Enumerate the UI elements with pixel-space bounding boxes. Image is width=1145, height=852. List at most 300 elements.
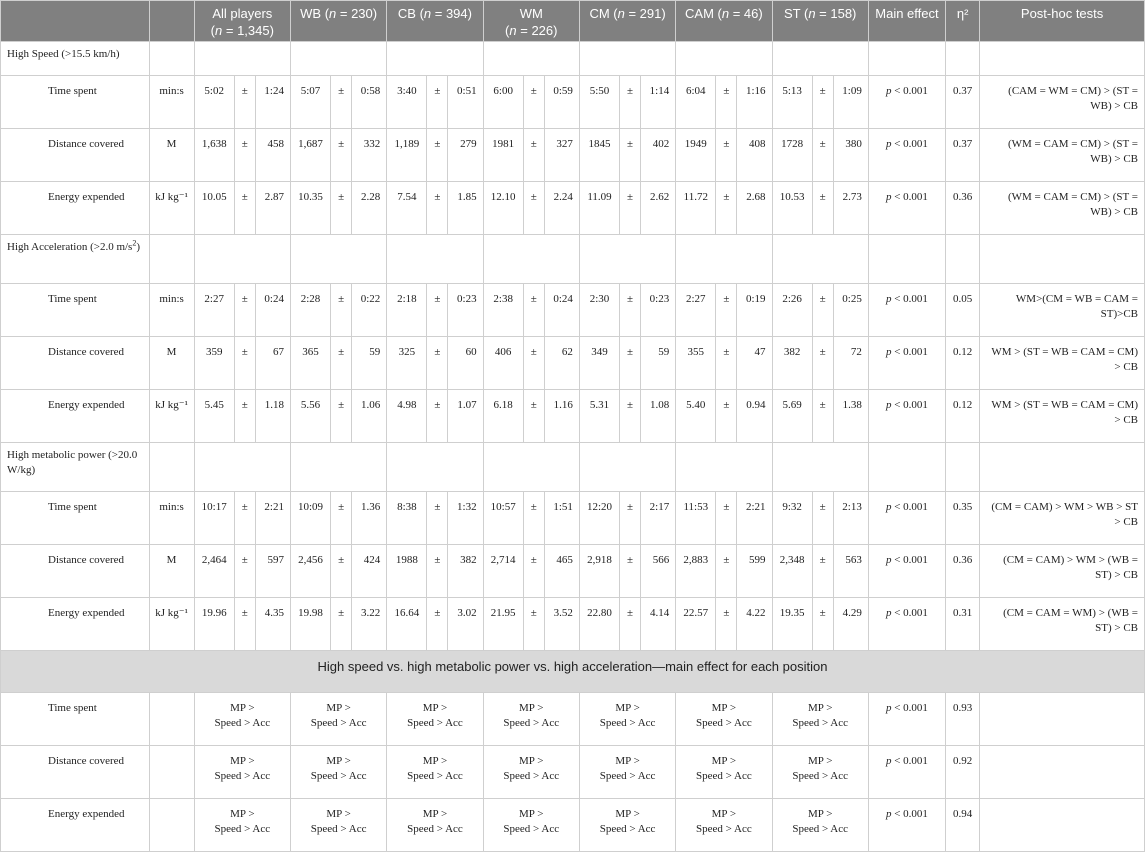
p-value: < 0.001 (891, 399, 928, 411)
header-n-symbol: n (617, 6, 625, 21)
sd-value: 59 (641, 337, 676, 390)
section-blank (194, 42, 290, 76)
table-row (1, 693, 1145, 746)
posthoc-value: WM>(CM = WB = CAM = ST)>CB (980, 284, 1145, 337)
mean-value: 7.54 (387, 182, 427, 235)
order-value (579, 693, 675, 746)
p-symbol: p (885, 346, 892, 358)
sd-value: 1.07 (448, 390, 483, 443)
sd-value: 2:13 (833, 492, 868, 545)
section-title-sup: 2 (132, 238, 137, 248)
row-unit (149, 799, 194, 852)
section-blank (980, 443, 1145, 492)
header-position-wb (290, 1, 386, 42)
sd-value: 4.14 (641, 598, 676, 651)
order-value (387, 799, 483, 852)
header-name: WM (519, 6, 543, 21)
header-paren: ( (717, 6, 722, 21)
pm-symbol: ± (716, 182, 737, 235)
order-line-2: Speed > Acc (503, 823, 560, 835)
mean-value: 2:26 (772, 284, 812, 337)
sd-value: 1:16 (737, 76, 772, 129)
mean-value: 5.45 (194, 390, 234, 443)
header-n-value: = 394) (431, 6, 472, 21)
header-n-symbol: n (329, 6, 337, 21)
order-line-2: Speed > Acc (696, 770, 752, 782)
section-row (1, 42, 1145, 76)
mean-value: 325 (387, 337, 427, 390)
order-line-1: MP > (326, 755, 351, 767)
section-blank (772, 235, 868, 284)
p-symbol: p (885, 501, 892, 513)
p-value: < 0.001 (891, 191, 928, 203)
order-line-2: Speed > Acc (214, 717, 271, 729)
pm-symbol: ± (620, 76, 641, 129)
row-unit (149, 746, 194, 799)
section-blank (194, 443, 290, 492)
order-value (387, 746, 483, 799)
sd-value: 4.22 (737, 598, 772, 651)
order-line-2: Speed > Acc (407, 823, 463, 835)
pm-symbol: ± (716, 129, 737, 182)
sd-value: 72 (833, 337, 868, 390)
sd-value: 465 (544, 545, 579, 598)
header-position-st (772, 1, 868, 42)
pm-symbol: ± (716, 545, 737, 598)
sd-value: 2:21 (737, 492, 772, 545)
order-line-2: Speed > Acc (599, 717, 656, 729)
pm-symbol: ± (620, 390, 641, 443)
pm-symbol: ± (812, 390, 833, 443)
mean-value: 1728 (772, 129, 812, 182)
pm-symbol: ± (716, 284, 737, 337)
main-effect-value (868, 799, 945, 852)
order-line-1: MP > (422, 808, 448, 820)
pm-symbol: ± (427, 598, 448, 651)
table-row (1, 182, 1145, 235)
pm-symbol: ± (620, 284, 641, 337)
section-blank (980, 42, 1145, 76)
order-value (290, 799, 386, 852)
mean-value: 1949 (676, 129, 716, 182)
p-value: < 0.001 (891, 808, 928, 820)
pm-symbol: ± (427, 337, 448, 390)
pm-symbol: ± (523, 492, 544, 545)
mean-value: 12.10 (483, 182, 523, 235)
header-name: CB (397, 6, 420, 21)
pm-symbol: ± (331, 182, 352, 235)
p-value: < 0.001 (891, 501, 928, 513)
row-label: Energy expended (1, 598, 150, 651)
mean-value: 1981 (483, 129, 523, 182)
main-effect-value (868, 598, 945, 651)
mean-value: 10.53 (772, 182, 812, 235)
pm-symbol: ± (234, 284, 255, 337)
header-name: CAM (685, 6, 718, 21)
mean-value: 5.40 (676, 390, 716, 443)
order-line-2: Speed > Acc (696, 823, 752, 835)
order-line-1: MP > (230, 702, 255, 714)
mean-value: 1845 (579, 129, 619, 182)
pm-symbol: ± (812, 337, 833, 390)
mean-value: 406 (483, 337, 523, 390)
section-blank (290, 42, 386, 76)
sd-value: 1.18 (255, 390, 290, 443)
sd-value: 332 (352, 129, 387, 182)
sd-value: 4.35 (255, 598, 290, 651)
section-blank (676, 42, 772, 76)
sd-value: 0:25 (833, 284, 868, 337)
section-title (1, 443, 150, 492)
posthoc-value: (CM = CAM = WM) > (WB = ST) > CB (980, 598, 1145, 651)
mean-value: 2:30 (579, 284, 619, 337)
sd-value: 327 (544, 129, 579, 182)
sd-value: 1:51 (544, 492, 579, 545)
p-value: < 0.001 (891, 755, 928, 767)
posthoc-value: (WM = CAM = CM) > (ST = WB) > CB (980, 182, 1145, 235)
mean-value: 2,883 (676, 545, 716, 598)
order-value (676, 746, 772, 799)
order-line-1: MP > (807, 702, 833, 714)
eta-value: 0.12 (946, 390, 980, 443)
table-row (1, 598, 1145, 651)
section-blank (579, 42, 675, 76)
p-symbol: p (885, 702, 892, 714)
mean-value: 10:57 (483, 492, 523, 545)
pm-symbol: ± (331, 76, 352, 129)
row-label: Distance covered (1, 129, 150, 182)
section-blank (980, 235, 1145, 284)
eta-value: 0.92 (946, 746, 980, 799)
row-unit: min:s (149, 76, 194, 129)
pm-symbol: ± (331, 545, 352, 598)
mean-value: 2,918 (579, 545, 619, 598)
row-unit: M (149, 129, 194, 182)
sd-value: 1.06 (352, 390, 387, 443)
main-effect-value (868, 284, 945, 337)
header-paren: ( (505, 23, 510, 38)
order-line-2: Speed > Acc (696, 717, 752, 729)
posthoc-value (980, 799, 1145, 852)
section-blank (868, 443, 945, 492)
order-value (483, 746, 579, 799)
mean-value: 1988 (387, 545, 427, 598)
row-label: Energy expended (1, 182, 150, 235)
posthoc-value: (CM = CAM) > WM > (WB = ST) > CB (980, 545, 1145, 598)
pm-symbol: ± (234, 545, 255, 598)
p-symbol: p (885, 138, 892, 150)
header-blank (1, 1, 150, 42)
header-main-effect: Main effect (868, 1, 945, 42)
row-label: Time spent (1, 76, 150, 129)
section-blank (772, 443, 868, 492)
mean-value: 2:27 (676, 284, 716, 337)
pm-symbol: ± (716, 390, 737, 443)
row-label: Distance covered (1, 746, 150, 799)
mean-value: 19.35 (772, 598, 812, 651)
header-n-symbol: n (423, 6, 432, 21)
comparison-title: High speed vs. high metabolic power vs. high acceleration—main effect for each position (1, 651, 1145, 693)
sd-value: 0:19 (737, 284, 772, 337)
pm-symbol: ± (234, 337, 255, 390)
header-n-symbol: n (509, 23, 517, 38)
sd-value: 0:51 (448, 76, 483, 129)
table-row (1, 545, 1145, 598)
p-value: < 0.001 (891, 346, 928, 358)
sd-value: 0:58 (352, 76, 387, 129)
row-unit: min:s (149, 284, 194, 337)
mean-value: 2,464 (194, 545, 234, 598)
row-unit: M (149, 545, 194, 598)
section-title (1, 235, 150, 284)
order-line-2: Speed > Acc (310, 717, 367, 729)
header-name: WB (300, 6, 325, 21)
pm-symbol: ± (620, 129, 641, 182)
main-effect-value (868, 337, 945, 390)
order-line-2: Speed > Acc (503, 717, 560, 729)
sd-value: 0:24 (255, 284, 290, 337)
main-effect-value (868, 129, 945, 182)
section-blank (579, 443, 675, 492)
posthoc-value (980, 693, 1145, 746)
mean-value: 10.35 (290, 182, 330, 235)
table-row (1, 284, 1145, 337)
order-line-1: MP > (422, 755, 448, 767)
pm-symbol: ± (234, 129, 255, 182)
order-line-1: MP > (711, 702, 737, 714)
p-symbol: p (885, 191, 892, 203)
pm-symbol: ± (331, 129, 352, 182)
p-symbol: p (885, 399, 892, 411)
order-value (772, 746, 868, 799)
sd-value: 3.52 (544, 598, 579, 651)
row-unit: min:s (149, 492, 194, 545)
row-unit: kJ kg⁻¹ (149, 598, 194, 651)
posthoc-value: (CAM = WM = CM) > (ST = WB) > CB (980, 76, 1145, 129)
header-n-value: = 46) (729, 6, 763, 21)
posthoc-value: (WM = CAM = CM) > (ST = WB) > CB (980, 129, 1145, 182)
sd-value: 380 (833, 129, 868, 182)
sd-value: 1.08 (641, 390, 676, 443)
header-paren: ( (210, 23, 216, 38)
section-blank (676, 443, 772, 492)
mean-value: 349 (579, 337, 619, 390)
mean-value: 2:38 (483, 284, 523, 337)
main-effect-value (868, 492, 945, 545)
order-line-2: Speed > Acc (503, 770, 560, 782)
header-n-symbol: n (808, 6, 816, 21)
mean-value: 2,456 (290, 545, 330, 598)
header-eta: η² (946, 1, 980, 42)
order-value (194, 746, 290, 799)
posthoc-value: WM > (ST = WB = CAM = CM) > CB (980, 390, 1145, 443)
row-unit: kJ kg⁻¹ (149, 390, 194, 443)
sd-value: 408 (737, 129, 772, 182)
order-value (290, 746, 386, 799)
pm-symbol: ± (812, 76, 833, 129)
order-line-2: Speed > Acc (792, 717, 849, 729)
pm-symbol: ± (427, 545, 448, 598)
pm-symbol: ± (427, 492, 448, 545)
main-effect-value (868, 746, 945, 799)
pm-symbol: ± (427, 129, 448, 182)
header-n-symbol: n (215, 23, 223, 38)
section-blank (387, 443, 483, 492)
pm-symbol: ± (812, 545, 833, 598)
pm-symbol: ± (620, 598, 641, 651)
order-line-1: MP > (326, 808, 351, 820)
pm-symbol: ± (523, 390, 544, 443)
order-line-2: Speed > Acc (214, 770, 271, 782)
order-line-2: Speed > Acc (407, 770, 463, 782)
p-value: < 0.001 (891, 554, 928, 566)
sd-value: 279 (448, 129, 483, 182)
pm-symbol: ± (234, 390, 255, 443)
section-blank (579, 235, 675, 284)
order-value (772, 799, 868, 852)
mean-value: 3:40 (387, 76, 427, 129)
mean-value: 1,687 (290, 129, 330, 182)
main-effect-value (868, 182, 945, 235)
order-value (579, 799, 675, 852)
sd-value: 2.68 (737, 182, 772, 235)
sd-value: 1.36 (352, 492, 387, 545)
order-value (676, 799, 772, 852)
section-blank (290, 443, 386, 492)
sd-value: 2.87 (255, 182, 290, 235)
order-line-2: Speed > Acc (792, 823, 849, 835)
section-blank (676, 235, 772, 284)
mean-value: 355 (676, 337, 716, 390)
pm-symbol: ± (523, 337, 544, 390)
mean-value: 2,714 (483, 545, 523, 598)
eta-value: 0.12 (946, 337, 980, 390)
p-value: < 0.001 (891, 85, 928, 97)
mean-value: 10.05 (194, 182, 234, 235)
mean-value: 2,348 (772, 545, 812, 598)
mean-value: 2:27 (194, 284, 234, 337)
main-effect-value (868, 76, 945, 129)
header-unit-blank (149, 1, 194, 42)
p-symbol: p (885, 755, 892, 767)
header-n-symbol: n (721, 6, 730, 21)
pm-symbol: ± (234, 598, 255, 651)
sd-value: 2.62 (641, 182, 676, 235)
mean-value: 5:50 (579, 76, 619, 129)
mean-value: 5:13 (772, 76, 812, 129)
table-row (1, 129, 1145, 182)
header-posthoc: Post-hoc tests (980, 1, 1145, 42)
posthoc-value (980, 746, 1145, 799)
sd-value: 2.24 (544, 182, 579, 235)
p-symbol: p (885, 554, 892, 566)
pm-symbol: ± (523, 598, 544, 651)
section-blank (868, 42, 945, 76)
table-row (1, 746, 1145, 799)
mean-value: 1,638 (194, 129, 234, 182)
eta-value: 0.37 (946, 129, 980, 182)
order-line-1: MP > (519, 808, 544, 820)
section-title (1, 42, 150, 76)
sd-value: 0:23 (641, 284, 676, 337)
table-row (1, 390, 1145, 443)
pm-symbol: ± (234, 182, 255, 235)
p-symbol: p (885, 293, 892, 305)
order-line-1: MP > (519, 755, 544, 767)
sd-value: 1.85 (448, 182, 483, 235)
sd-value: 2:17 (641, 492, 676, 545)
order-line-1: MP > (519, 702, 544, 714)
sd-value: 62 (544, 337, 579, 390)
mean-value: 5.31 (579, 390, 619, 443)
pm-symbol: ± (812, 129, 833, 182)
mean-value: 6:04 (676, 76, 716, 129)
mean-value: 382 (772, 337, 812, 390)
sd-value: 0.94 (737, 390, 772, 443)
pm-symbol: ± (523, 76, 544, 129)
sd-value: 402 (641, 129, 676, 182)
sd-value: 1:24 (255, 76, 290, 129)
mean-value: 6:00 (483, 76, 523, 129)
pm-symbol: ± (716, 492, 737, 545)
pm-symbol: ± (620, 337, 641, 390)
order-line-2: Speed > Acc (599, 823, 656, 835)
row-label: Distance covered (1, 545, 150, 598)
pm-symbol: ± (234, 76, 255, 129)
table-row (1, 76, 1145, 129)
order-line-2: Speed > Acc (310, 770, 367, 782)
order-line-1: MP > (615, 755, 640, 767)
order-line-1: MP > (615, 808, 640, 820)
mean-value: 4.98 (387, 390, 427, 443)
eta-value: 0.31 (946, 598, 980, 651)
mean-value: 12:20 (579, 492, 619, 545)
section-title-text: High metabolic power (>20.0 W/kg) (7, 449, 138, 476)
order-value (483, 799, 579, 852)
sd-value: 597 (255, 545, 290, 598)
mean-value: 11:53 (676, 492, 716, 545)
main-effect-value (868, 545, 945, 598)
mean-value: 5:07 (290, 76, 330, 129)
section-title-text: High Speed (>15.5 km/h) (7, 48, 120, 60)
pm-symbol: ± (427, 182, 448, 235)
header-name: All players (212, 6, 273, 21)
pm-symbol: ± (331, 337, 352, 390)
order-line-2: Speed > Acc (214, 823, 271, 835)
section-title-text: High Acceleration (>2.0 m/s (7, 241, 133, 253)
pm-symbol: ± (620, 182, 641, 235)
mean-value: 6.18 (483, 390, 523, 443)
order-line-2: Speed > Acc (599, 770, 656, 782)
header-position-cam (676, 1, 772, 42)
section-blank (483, 42, 579, 76)
header-n-value: = 230) (336, 6, 378, 21)
header-paren: ( (324, 6, 330, 21)
sd-value: 3.22 (352, 598, 387, 651)
p-value: < 0.001 (891, 293, 928, 305)
order-value (772, 693, 868, 746)
mean-value: 10:17 (194, 492, 234, 545)
pm-symbol: ± (331, 390, 352, 443)
table-row (1, 337, 1145, 390)
sd-value: 1:32 (448, 492, 483, 545)
order-value (676, 693, 772, 746)
pm-symbol: ± (427, 284, 448, 337)
mean-value: 22.57 (676, 598, 716, 651)
order-line-1: MP > (807, 808, 833, 820)
section-blank (946, 443, 980, 492)
pm-symbol: ± (523, 284, 544, 337)
